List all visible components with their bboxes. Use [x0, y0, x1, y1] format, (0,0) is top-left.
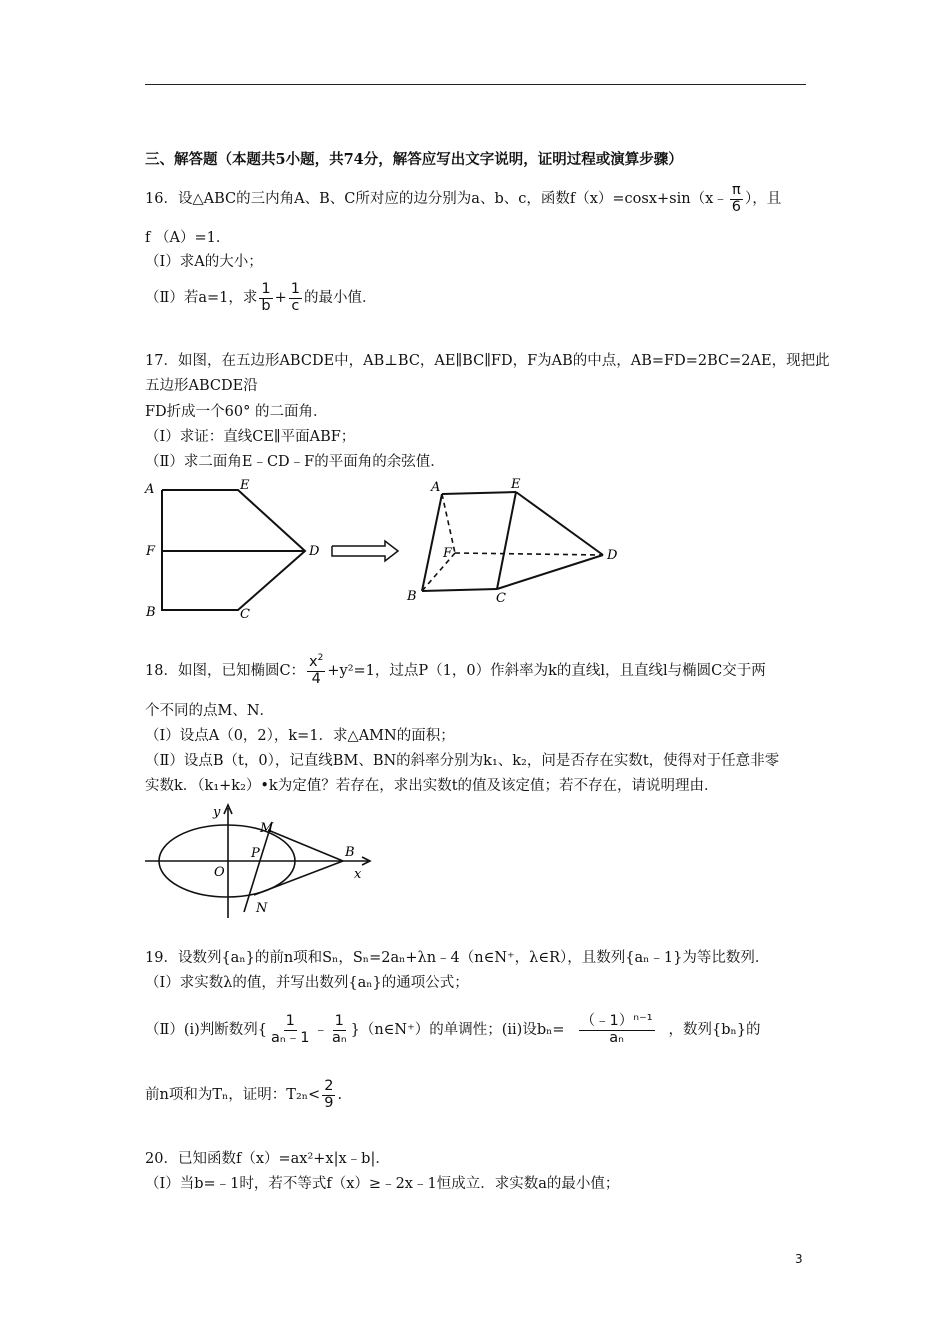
x2-over-4-fraction [307, 654, 325, 688]
frac-den: aₙ [331, 1029, 347, 1046]
label-E-left: E [240, 478, 250, 493]
label-M: M [260, 821, 274, 836]
section-header: 三、解答题（本题共5小题，共74分，解答应写出文字说明，证明过程或演算步骤） [145, 151, 683, 168]
label-P: P [251, 846, 260, 861]
frac-num: 2 [324, 1077, 334, 1094]
q18-ellipse-figure [140, 800, 380, 922]
label-x: x [354, 867, 362, 882]
q18-part2-line2: 实数k．（k₁+k₂）•k为定值？若存在，求出实数t的值及该定值；若不存在，请说明理由． [145, 778, 719, 794]
q19-part2 [145, 1005, 761, 1055]
q18-part2-line1: （Ⅱ）设点B（t，0），记直线BM、BN的斜率分别为k₁、k₂，问是否存在实数t，使得对于任意非零 [145, 753, 780, 769]
two-ninths-fraction [322, 1079, 335, 1112]
label-D-right: D [607, 548, 618, 563]
folded-solid-figure [422, 492, 603, 591]
q18-text-b: +y²=1，过点P（1，0）作斜率为k的直线l，且直线l与椭圆C交于两 [327, 663, 766, 679]
frac-num: π [732, 181, 741, 198]
q19-part2-text-b: }（n∈N⁺）的单调性；(ii)设bₙ= [350, 1022, 565, 1038]
q19-last-text: 前n项和为Tₙ，证明：T₂ₙ< [145, 1087, 321, 1103]
q16-part1: （Ⅰ）求A的大小； [145, 254, 263, 270]
label-O: O [214, 865, 225, 880]
label-A-right: A [431, 480, 441, 495]
q16-part2 [145, 278, 377, 318]
page-number: 3 [795, 1252, 803, 1266]
q19-part2-text-c: ，数列{bₙ}的 [668, 1022, 761, 1038]
period: . [337, 1087, 343, 1103]
q19-part2-text-a: （Ⅱ）(i)判断数列{ [145, 1022, 268, 1038]
label-D-left: D [309, 544, 320, 559]
frac-num [307, 654, 325, 672]
one-over-c-fraction [289, 282, 302, 315]
q17-line2: 五边形ABCDE沿 [145, 378, 258, 394]
q17-figure [140, 476, 630, 626]
q16-text-a: 16．设△ABC的三内角A、B、C所对应的边分别为a、b、c，函数f（x）=cosx+sin（x﹣ [145, 191, 728, 207]
q20-line1: 20．已知函数f（x）=ax²+x|x﹣b|． [145, 1151, 390, 1167]
frac-num: （﹣1）ⁿ⁻¹ [580, 1012, 653, 1029]
one-over-an-fraction [330, 1014, 349, 1047]
frac-den: b [261, 297, 271, 314]
q17-line1: 17．如图，在五边形ABCDE中，AB⊥BC，AE∥BC∥FD，F为AB的中点，AB=FD=2BC=2AE，现把此 [145, 353, 830, 369]
frac-den: 9 [324, 1094, 334, 1111]
q16-line1 [145, 181, 781, 217]
q18-line2: 个不同的点M、N． [145, 703, 275, 719]
q16-line2: f （A）=1． [145, 230, 231, 246]
frac-den: 6 [731, 198, 742, 215]
transform-arrow-icon [332, 541, 398, 561]
frac-num: 1 [261, 280, 271, 297]
label-C-right: C [496, 591, 506, 606]
q18-line1 [145, 650, 766, 692]
q18-part1: （Ⅰ）设点A（0，2），k=1．求△AMN的面积； [145, 728, 455, 744]
label-B-left: B [146, 605, 156, 620]
label-B: B [345, 845, 355, 860]
q20-part1: （Ⅰ）当b=﹣1时，若不等式f（x）≥﹣2x﹣1恒成立．求实数a的最小值； [145, 1176, 620, 1192]
bn-fraction [567, 1014, 667, 1047]
pi-over-6-fraction [730, 183, 743, 216]
x-var: x [309, 654, 318, 671]
label-F-left: F [146, 544, 156, 559]
minus-sign: ﹣ [313, 1022, 328, 1038]
q19-last-line [145, 1074, 342, 1116]
q19-part1: （Ⅰ）求实数λ的值，并写出数列{aₙ}的通项公式； [145, 975, 469, 991]
pentagon-figure [162, 490, 305, 610]
label-B-right: B [407, 589, 417, 604]
q18-text-a: 18．如图，已知椭圆C： [145, 663, 306, 679]
frac-num: 1 [290, 280, 300, 297]
header-rule [145, 84, 806, 85]
label-E-right: E [511, 477, 521, 492]
plus-sign: + [274, 290, 287, 306]
line-BN [254, 861, 343, 895]
q17-line3: FD折成一个60° 的二面角． [145, 404, 328, 420]
q19-line1: 19．设数列{aₙ}的前n项和Sₙ，Sₙ=2aₙ+λn﹣4（n∈N⁺，λ∈R），且数列{aₙ﹣1}为等比数列． [145, 950, 770, 966]
frac-den: 4 [311, 671, 321, 687]
frac-num: 1 [285, 1012, 295, 1029]
frac-den: aₙ [609, 1029, 624, 1046]
one-over-b-fraction [259, 282, 272, 315]
frac-num: 1 [334, 1012, 344, 1029]
label-F-right: F [443, 546, 453, 561]
line-BM [268, 830, 343, 861]
frac-den: c [291, 297, 300, 314]
exponent: 2 [317, 653, 324, 664]
q17-part1: （Ⅰ）求证：直线CE∥平面ABF； [145, 429, 356, 445]
label-A-left: A [145, 482, 155, 497]
q16-text-b: ），且 [745, 191, 782, 207]
label-N: N [256, 901, 268, 916]
one-over-an-minus-1-fraction [269, 1014, 311, 1047]
q16-part2-tail: 的最小值． [304, 290, 377, 306]
label-y: y [213, 805, 221, 820]
q17-part2: （Ⅱ）求二面角E﹣CD﹣F的平面角的余弦值． [145, 454, 445, 470]
label-C-left: C [240, 607, 250, 622]
frac-den: aₙ﹣1 [271, 1029, 310, 1046]
q16-part2-text: （Ⅱ）若a=1，求 [145, 290, 258, 306]
